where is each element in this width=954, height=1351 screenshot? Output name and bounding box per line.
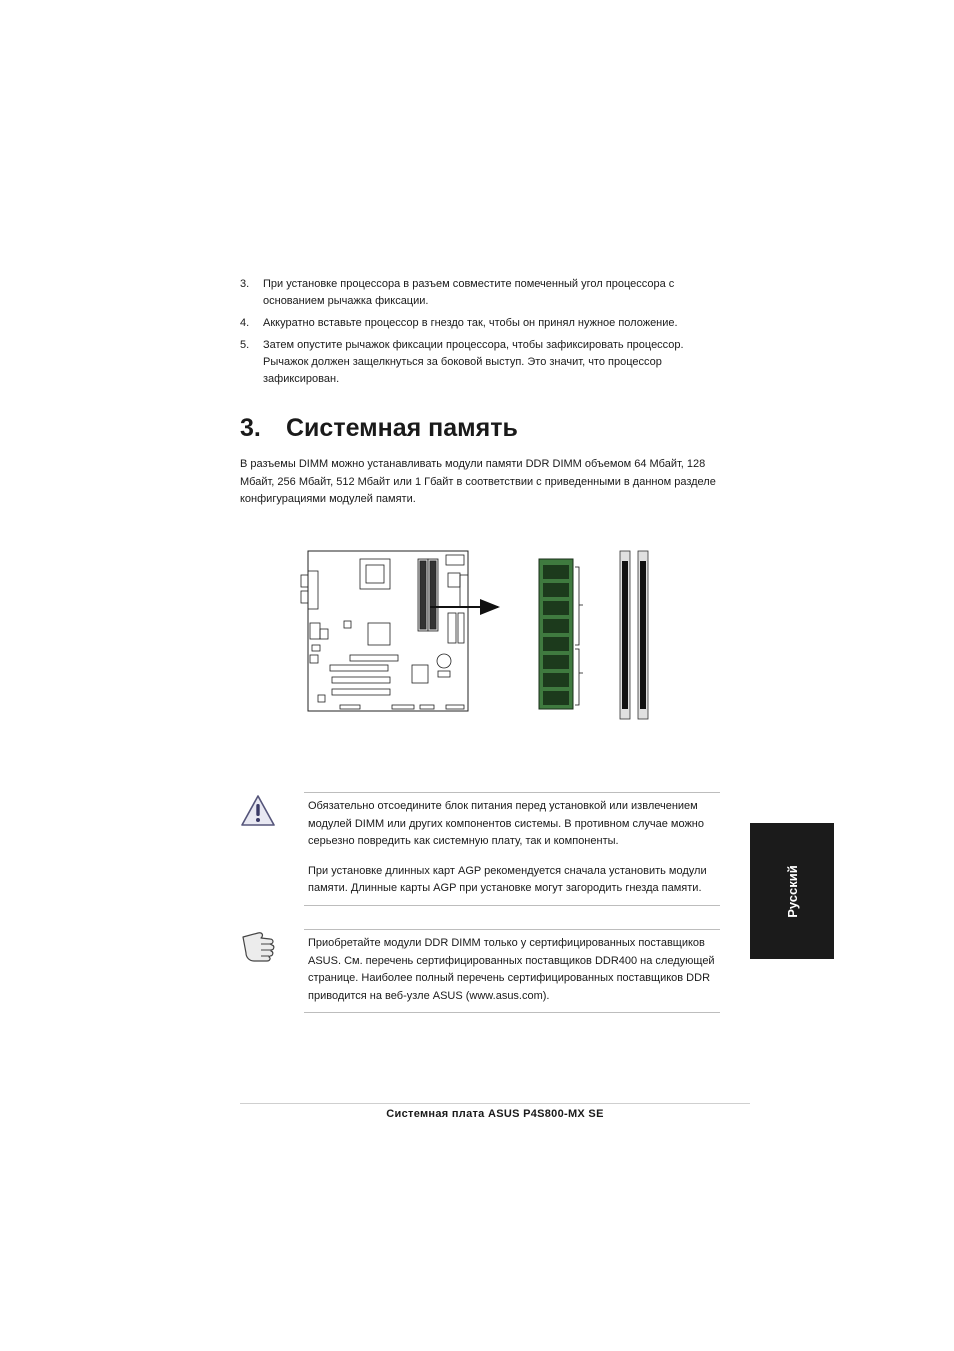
language-tab-label: Русский <box>784 864 800 918</box>
page-footer: Системная плата ASUS P4S800-MX SE <box>386 1108 604 1120</box>
section-title-text: Системная память <box>286 414 518 442</box>
step-item <box>240 276 720 310</box>
pointing-hand-icon <box>240 929 280 968</box>
warning-paragraph: Обязательно отсоедините блок питания перед установкой или извлечением модулей DIMM или других компонентов системы. В противном случае можно серьезно повредить как системную плату, так и компоненты. <box>308 800 704 847</box>
step-text: При установке процессора в разъем совместите помеченный угол процессора с основанием рычажка фиксации. <box>263 278 675 307</box>
warning-notice <box>240 792 720 902</box>
section-number: 3. <box>240 414 261 442</box>
procedure-steps <box>240 276 720 393</box>
note-notice <box>240 929 720 1009</box>
warning-paragraph: При установке длинных карт AGP рекомендуется сначала установить модули памяти. Длинные карты AGP при установке могут загородить гнезда памяти. <box>308 864 707 894</box>
memory-slots-figure <box>300 545 670 725</box>
footer-divider <box>240 1103 750 1104</box>
step-number: 3. <box>240 278 250 290</box>
dimm-slot <box>638 551 648 719</box>
language-tab <box>750 823 834 959</box>
step-item <box>240 315 720 332</box>
step-item <box>240 337 720 388</box>
dimm-location-diagram <box>300 545 670 725</box>
section-intro: В разъемы DIMM можно устанавливать модули памяти DDR DIMM объемом 64 Мбайт, 128 Мбайт, 256 Мбайт, 512 Мбайт или 1 Гбайт в соответствии с приведенными в данном разделе конфигурациями модулей памяти. <box>240 458 716 505</box>
step-text: Затем опустите рычажок фиксации процессора, чтобы зафиксировать процессор. Рычажок должен защелкнуться за боковой выступ. Это значит, что процессор зафиксирован. <box>263 339 684 385</box>
warning-body <box>304 792 720 906</box>
motherboard-diagram <box>301 551 468 711</box>
warning-triangle-icon <box>240 794 276 833</box>
dimm-slot <box>620 551 630 719</box>
step-text: Аккуратно вставьте процессор в гнездо так, чтобы он принял нужное положение. <box>263 317 678 329</box>
note-body <box>304 929 720 1013</box>
step-number: 4. <box>240 317 250 329</box>
ddr-dimm-module <box>539 559 583 709</box>
note-paragraph: Приобретайте модули DDR DIMM только у сертифицированных поставщиков ASUS. См. перечень сертифицированных поставщиков DDR400 на следующей странице. Наиболее полный перечень сертифицированных поставщиков DDR приводится на веб-узле ASUS (www.asus.com). <box>308 937 715 1002</box>
step-number: 5. <box>240 339 250 351</box>
section-title <box>240 408 518 448</box>
